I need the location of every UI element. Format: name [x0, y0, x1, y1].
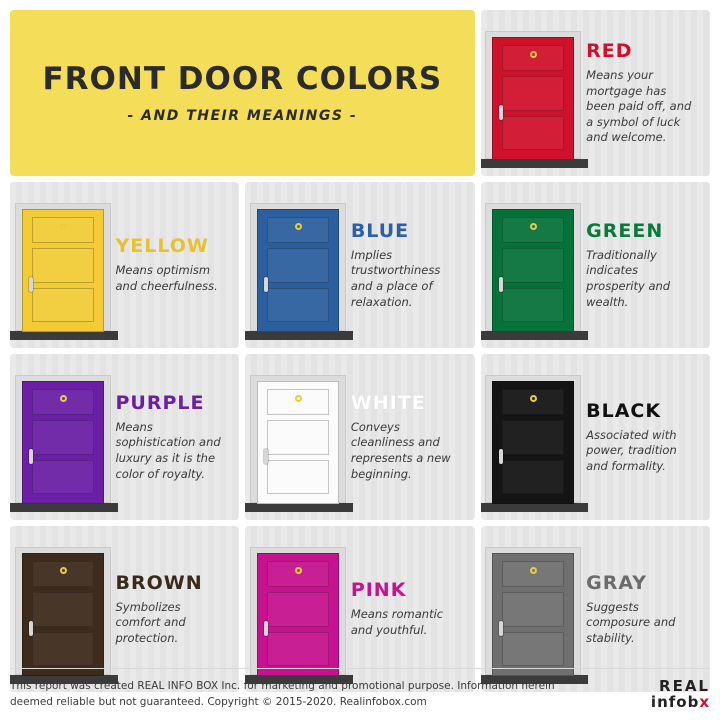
door-card-red[interactable] [481, 10, 710, 176]
page-title: FRONT DOOR COLORS [42, 60, 443, 97]
color-name-gray: GRAY [586, 571, 648, 594]
title-card [10, 10, 475, 176]
brand-logo [651, 679, 710, 711]
color-name-yellow: YELLOW [115, 235, 209, 258]
color-description-blue: Implies trustworthiness and a place of relaxation. [350, 247, 441, 309]
door-handle-icon [264, 449, 268, 464]
color-name-white: WHITE [350, 391, 426, 414]
door-card-white[interactable] [245, 354, 474, 520]
door-handle-icon [29, 277, 33, 292]
door-info-purple [115, 354, 239, 520]
door-grid [10, 10, 710, 692]
page-subtitle: - AND THEIR MEANINGS - [127, 108, 358, 125]
door-illustration-red [481, 10, 586, 176]
door-info-yellow [115, 182, 239, 348]
door-info-green [586, 182, 710, 348]
footer-disclaimer: This report was created REAL INFO BOX Inc. for marketing and promotional purpose. Information herein deemed reliable but not guaranteed. Copyright © 2015-2020. Realinfobox.com [10, 680, 555, 708]
logo-bottom-prefix: infob [650, 693, 700, 711]
door-info-red [586, 10, 710, 176]
color-description-red: Means your mortgage has been paid off, and a symbol of luck and welcome. [586, 68, 692, 145]
color-description-brown: Symbolizes comfort and protection. [115, 599, 186, 645]
color-description-yellow: Means optimism and cheerfulness. [115, 263, 218, 293]
door-card-blue[interactable] [245, 182, 474, 348]
color-name-pink: PINK [350, 579, 407, 602]
door-info-blue [351, 182, 475, 348]
color-name-green: GREEN [586, 219, 664, 242]
door-illustration-green [481, 182, 586, 348]
door-card-green[interactable] [481, 182, 710, 348]
color-description-green: Traditionally indicates prosperity and wealth. [586, 247, 671, 309]
door-handle-icon [29, 449, 33, 464]
door-illustration-purple [10, 354, 115, 520]
logo-bottom-accent: x [699, 693, 710, 711]
footer [10, 668, 710, 716]
door-handle-icon [499, 277, 503, 292]
color-description-pink: Means romantic and youthful. [350, 607, 444, 637]
door-card-purple[interactable] [10, 354, 239, 520]
door-handle-icon [499, 621, 503, 636]
door-illustration-blue [245, 182, 350, 348]
door-illustration-yellow [10, 182, 115, 348]
color-name-brown: BROWN [115, 571, 203, 594]
door-handle-icon [499, 449, 503, 464]
color-name-blue: BLUE [350, 219, 410, 242]
door-illustration-white [245, 354, 350, 520]
color-description-white: Conveys cleanliness and represents a new beginning. [350, 419, 451, 481]
door-handle-icon [264, 621, 268, 636]
logo-top-text: REAL [659, 677, 710, 696]
color-description-purple: Means sophistication and luxury as it is the color of royalty. [115, 419, 221, 481]
door-info-white [351, 354, 475, 520]
color-name-red: RED [586, 40, 633, 63]
door-handle-icon [264, 277, 268, 292]
door-card-yellow[interactable] [10, 182, 239, 348]
door-handle-icon [499, 105, 503, 120]
color-description-black: Associated with power, tradition and formality. [586, 427, 677, 473]
door-handle-icon [29, 621, 33, 636]
color-name-black: BLACK [586, 399, 662, 422]
door-info-black [586, 354, 710, 520]
logo-bottom-text [651, 695, 710, 711]
door-illustration-black [481, 354, 586, 520]
color-name-purple: PURPLE [115, 391, 205, 414]
door-card-black[interactable] [481, 354, 710, 520]
color-description-gray: Suggests composure and stability. [586, 599, 676, 645]
